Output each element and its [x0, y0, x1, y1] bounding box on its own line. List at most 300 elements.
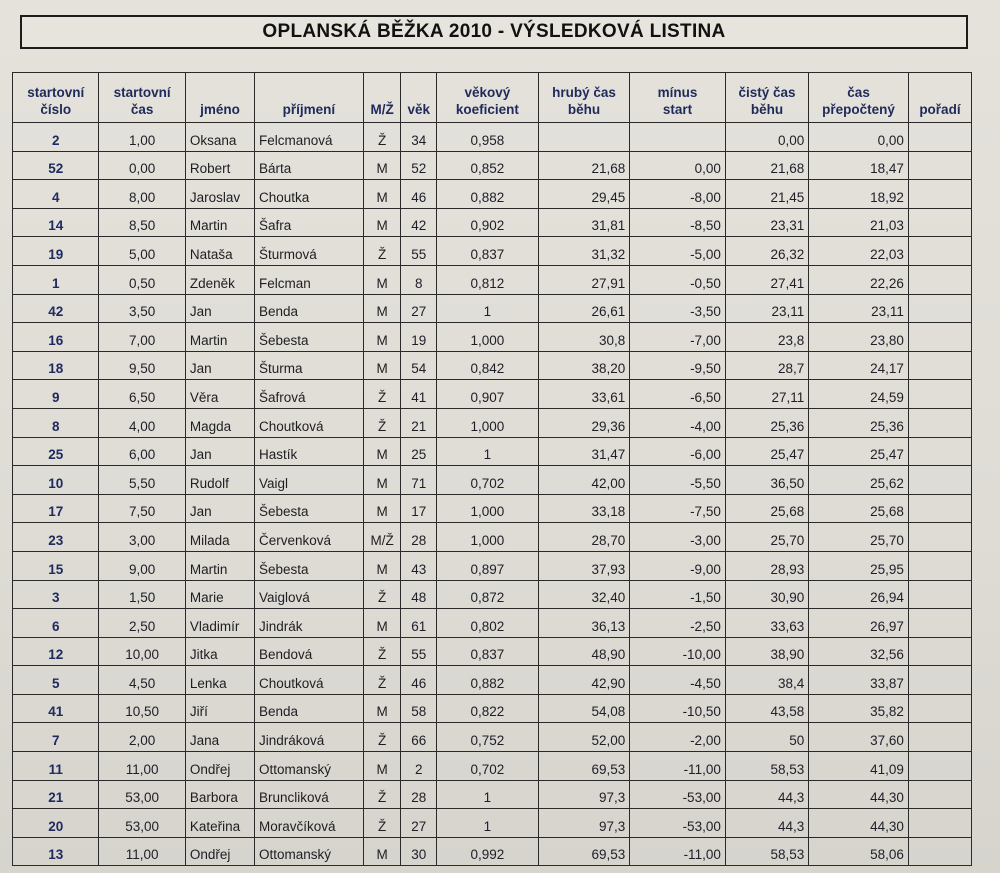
cell-net-time: 23,11: [725, 294, 808, 323]
cell-age: 21: [401, 408, 437, 437]
cell-gross-time: 29,36: [538, 408, 630, 437]
table-row: [13, 494, 972, 523]
cell-start-number: 4: [13, 180, 99, 209]
table-row: [13, 123, 972, 152]
cell-age-coef: 0,852: [437, 151, 539, 180]
cell-age-coef: 0,752: [437, 723, 539, 752]
header-row: [13, 73, 972, 123]
cell-last-name: Choutková: [255, 408, 364, 437]
cell-age-coef: 0,958: [437, 123, 539, 152]
header-age-coef-line1: věkový: [464, 85, 511, 100]
header-net-time-line1: čistý čas: [738, 85, 796, 100]
header-start-time: [99, 73, 185, 123]
cell-net-time: 33,63: [725, 609, 808, 638]
cell-start-number: 42: [13, 294, 99, 323]
cell-start-number: 15: [13, 551, 99, 580]
cell-last-name: Vaiglová: [255, 580, 364, 609]
cell-last-name: Šafrová: [255, 380, 364, 409]
cell-gross-time: 31,47: [538, 437, 630, 466]
cell-first-name: Věra: [185, 380, 254, 409]
cell-sex: Ž: [363, 666, 401, 695]
cell-last-name: Šafra: [255, 208, 364, 237]
header-net-time-line2: běhu: [750, 102, 784, 117]
cell-sex: Ž: [363, 380, 401, 409]
cell-gross-time: 37,93: [538, 551, 630, 580]
cell-last-name: Vaigl: [255, 466, 364, 495]
header-converted-time-line1: čas: [847, 85, 870, 100]
cell-start-time: 53,00: [99, 780, 185, 809]
cell-first-name: Jana: [185, 723, 254, 752]
cell-age: 8: [401, 265, 437, 294]
cell-rank: [908, 208, 971, 237]
cell-start-number: 8: [13, 408, 99, 437]
cell-last-name: Benda: [255, 694, 364, 723]
cell-sex: Ž: [363, 237, 401, 266]
cell-start-time: 6,00: [99, 437, 185, 466]
cell-age-coef: 0,837: [437, 637, 539, 666]
table-row: [13, 408, 972, 437]
cell-rank: [908, 752, 971, 781]
cell-rank: [908, 237, 971, 266]
table-row: [13, 437, 972, 466]
cell-gross-time: 97,3: [538, 809, 630, 838]
cell-start-time: 1,00: [99, 123, 185, 152]
cell-sex: Ž: [363, 780, 401, 809]
cell-gross-time: 32,40: [538, 580, 630, 609]
header-first-name: [185, 73, 254, 123]
cell-converted-time: 23,80: [809, 323, 909, 352]
cell-net-time: 30,90: [725, 580, 808, 609]
cell-first-name: Vladimír: [185, 609, 254, 638]
cell-start-time: 3,50: [99, 294, 185, 323]
header-gross-time-line2: běhu: [567, 102, 601, 117]
cell-net-time: 58,53: [725, 837, 808, 866]
cell-age: 42: [401, 208, 437, 237]
cell-converted-time: 33,87: [809, 666, 909, 695]
cell-first-name: Ondřej: [185, 752, 254, 781]
header-start-number: [13, 73, 99, 123]
table-row: [13, 351, 972, 380]
cell-converted-time: 25,70: [809, 523, 909, 552]
cell-age-coef: 0,837: [437, 237, 539, 266]
cell-age: 46: [401, 180, 437, 209]
cell-minus-start: -1,50: [630, 580, 726, 609]
cell-start-number: 19: [13, 237, 99, 266]
cell-converted-time: 44,30: [809, 780, 909, 809]
table-row: [13, 694, 972, 723]
cell-first-name: Martin: [185, 551, 254, 580]
table-row: [13, 180, 972, 209]
cell-converted-time: 0,00: [809, 123, 909, 152]
cell-start-time: 11,00: [99, 837, 185, 866]
cell-rank: [908, 580, 971, 609]
cell-age-coef: 1: [437, 780, 539, 809]
cell-rank: [908, 609, 971, 638]
cell-last-name: Šebesta: [255, 551, 364, 580]
cell-first-name: Oksana: [185, 123, 254, 152]
cell-minus-start: -10,00: [630, 637, 726, 666]
cell-start-number: 52: [13, 151, 99, 180]
cell-start-number: 20: [13, 809, 99, 838]
cell-first-name: Ondřej: [185, 837, 254, 866]
cell-first-name: Jaroslav: [185, 180, 254, 209]
cell-net-time: 38,4: [725, 666, 808, 695]
cell-start-time: 6,50: [99, 380, 185, 409]
cell-start-number: 41: [13, 694, 99, 723]
cell-minus-start: -11,00: [630, 837, 726, 866]
cell-sex: M: [363, 551, 401, 580]
cell-sex: M: [363, 494, 401, 523]
table-row: [13, 551, 972, 580]
header-age-coef-line2: koeficient: [455, 102, 519, 117]
header-gross-time-line1: hrubý čas: [552, 85, 616, 100]
cell-age: 28: [401, 523, 437, 552]
cell-start-time: 9,50: [99, 351, 185, 380]
cell-first-name: Milada: [185, 523, 254, 552]
table-row: [13, 380, 972, 409]
cell-start-number: 9: [13, 380, 99, 409]
cell-age: 52: [401, 151, 437, 180]
cell-start-number: 17: [13, 494, 99, 523]
cell-age-coef: 0,872: [437, 580, 539, 609]
cell-minus-start: -7,50: [630, 494, 726, 523]
cell-start-time: 10,50: [99, 694, 185, 723]
cell-start-number: 7: [13, 723, 99, 752]
cell-rank: [908, 837, 971, 866]
cell-last-name: Felcmanová: [255, 123, 364, 152]
cell-minus-start: -6,00: [630, 437, 726, 466]
cell-start-time: 7,50: [99, 494, 185, 523]
cell-sex: Ž: [363, 723, 401, 752]
cell-sex: M: [363, 323, 401, 352]
cell-age: 19: [401, 323, 437, 352]
cell-last-name: Choutková: [255, 666, 364, 695]
cell-minus-start: -9,50: [630, 351, 726, 380]
cell-minus-start: -11,00: [630, 752, 726, 781]
cell-converted-time: 41,09: [809, 752, 909, 781]
cell-age-coef: 1,000: [437, 494, 539, 523]
header-last-name-label: příjmení: [282, 102, 336, 117]
cell-first-name: Barbora: [185, 780, 254, 809]
cell-gross-time: 97,3: [538, 780, 630, 809]
cell-rank: [908, 694, 971, 723]
cell-sex: Ž: [363, 123, 401, 152]
header-start-time-line2: čas: [130, 102, 154, 117]
header-converted-time-line2: přepočtený: [822, 102, 895, 117]
cell-age-coef: 1,000: [437, 523, 539, 552]
cell-start-time: 5,00: [99, 237, 185, 266]
cell-start-number: 10: [13, 466, 99, 495]
cell-age: 17: [401, 494, 437, 523]
cell-minus-start: -9,00: [630, 551, 726, 580]
header-minus-start: [630, 73, 726, 123]
cell-start-number: 1: [13, 265, 99, 294]
cell-minus-start: -8,50: [630, 208, 726, 237]
table-row: [13, 837, 972, 866]
cell-start-time: 8,00: [99, 180, 185, 209]
cell-sex: M: [363, 208, 401, 237]
cell-converted-time: 25,95: [809, 551, 909, 580]
cell-gross-time: 69,53: [538, 837, 630, 866]
table-row: [13, 752, 972, 781]
cell-converted-time: 25,68: [809, 494, 909, 523]
cell-sex: M: [363, 752, 401, 781]
cell-converted-time: 35,82: [809, 694, 909, 723]
cell-converted-time: 25,47: [809, 437, 909, 466]
cell-age: 2: [401, 752, 437, 781]
header-converted-time: [809, 73, 909, 123]
table-row: [13, 237, 972, 266]
table-row: [13, 723, 972, 752]
table-row: [13, 580, 972, 609]
cell-age: 66: [401, 723, 437, 752]
cell-converted-time: 25,36: [809, 408, 909, 437]
cell-age-coef: 1,000: [437, 323, 539, 352]
table-row: [13, 208, 972, 237]
cell-first-name: Nataša: [185, 237, 254, 266]
table-row: [13, 523, 972, 552]
cell-converted-time: 58,06: [809, 837, 909, 866]
cell-rank: [908, 523, 971, 552]
cell-net-time: 25,68: [725, 494, 808, 523]
cell-age-coef: 0,897: [437, 551, 539, 580]
header-age: [401, 73, 437, 123]
cell-gross-time: 54,08: [538, 694, 630, 723]
table-row: [13, 609, 972, 638]
cell-converted-time: 26,97: [809, 609, 909, 638]
cell-gross-time: 52,00: [538, 723, 630, 752]
cell-age: 46: [401, 666, 437, 695]
cell-minus-start: -5,00: [630, 237, 726, 266]
cell-net-time: 28,7: [725, 351, 808, 380]
cell-age: 34: [401, 123, 437, 152]
cell-sex: M: [363, 466, 401, 495]
cell-start-time: 10,00: [99, 637, 185, 666]
cell-gross-time: 36,13: [538, 609, 630, 638]
cell-net-time: 23,31: [725, 208, 808, 237]
cell-sex: M: [363, 180, 401, 209]
cell-net-time: 50: [725, 723, 808, 752]
cell-gross-time: 42,00: [538, 466, 630, 495]
table-row: [13, 323, 972, 352]
header-minus-start-line1: mínus: [657, 85, 698, 100]
cell-minus-start: -8,00: [630, 180, 726, 209]
cell-converted-time: 25,62: [809, 466, 909, 495]
cell-age-coef: 1,000: [437, 408, 539, 437]
cell-rank: [908, 323, 971, 352]
header-first-name-label: jméno: [200, 102, 240, 117]
cell-age: 43: [401, 551, 437, 580]
cell-minus-start: -10,50: [630, 694, 726, 723]
cell-age: 55: [401, 237, 437, 266]
cell-last-name: Jindráková: [255, 723, 364, 752]
cell-start-time: 0,00: [99, 151, 185, 180]
cell-age-coef: 0,822: [437, 694, 539, 723]
cell-first-name: Jan: [185, 294, 254, 323]
header-net-time: [725, 73, 808, 123]
cell-start-time: 2,50: [99, 609, 185, 638]
cell-age: 30: [401, 837, 437, 866]
cell-gross-time: 38,20: [538, 351, 630, 380]
cell-gross-time: 30,8: [538, 323, 630, 352]
cell-converted-time: 26,94: [809, 580, 909, 609]
cell-sex: Ž: [363, 408, 401, 437]
cell-minus-start: -3,50: [630, 294, 726, 323]
table-row: [13, 265, 972, 294]
cell-net-time: 23,8: [725, 323, 808, 352]
cell-rank: [908, 723, 971, 752]
cell-converted-time: 44,30: [809, 809, 909, 838]
cell-net-time: 25,70: [725, 523, 808, 552]
cell-minus-start: -53,00: [630, 809, 726, 838]
cell-last-name: Moravčíková: [255, 809, 364, 838]
cell-net-time: 36,50: [725, 466, 808, 495]
title-box: [20, 15, 968, 49]
cell-last-name: Ottomanský: [255, 752, 364, 781]
cell-age-coef: 0,882: [437, 180, 539, 209]
cell-start-number: 6: [13, 609, 99, 638]
cell-net-time: 26,32: [725, 237, 808, 266]
cell-start-time: 53,00: [99, 809, 185, 838]
cell-start-number: 14: [13, 208, 99, 237]
cell-start-number: 16: [13, 323, 99, 352]
cell-age-coef: 1: [437, 294, 539, 323]
cell-last-name: Červenková: [255, 523, 364, 552]
header-start-number-line1: startovní: [27, 85, 85, 100]
cell-sex: M: [363, 151, 401, 180]
header-sex: [363, 73, 401, 123]
cell-start-time: 4,00: [99, 408, 185, 437]
cell-sex: M: [363, 265, 401, 294]
cell-start-number: 18: [13, 351, 99, 380]
cell-sex: Ž: [363, 809, 401, 838]
cell-converted-time: 24,17: [809, 351, 909, 380]
cell-first-name: Martin: [185, 323, 254, 352]
results-body: [13, 123, 972, 866]
cell-start-time: 7,00: [99, 323, 185, 352]
cell-age: 55: [401, 637, 437, 666]
cell-net-time: 38,90: [725, 637, 808, 666]
cell-rank: [908, 123, 971, 152]
cell-minus-start: -2,00: [630, 723, 726, 752]
header-rank-label: pořadí: [919, 102, 961, 117]
cell-last-name: Jindrák: [255, 609, 364, 638]
cell-start-number: 5: [13, 666, 99, 695]
cell-start-time: 0,50: [99, 265, 185, 294]
cell-age: 48: [401, 580, 437, 609]
cell-rank: [908, 809, 971, 838]
cell-start-time: 2,00: [99, 723, 185, 752]
cell-rank: [908, 466, 971, 495]
cell-converted-time: 32,56: [809, 637, 909, 666]
cell-minus-start: -4,00: [630, 408, 726, 437]
cell-first-name: Marie: [185, 580, 254, 609]
cell-age-coef: 1: [437, 437, 539, 466]
cell-start-number: 3: [13, 580, 99, 609]
cell-age: 27: [401, 809, 437, 838]
cell-age-coef: 0,842: [437, 351, 539, 380]
table-row: [13, 294, 972, 323]
cell-start-time: 4,50: [99, 666, 185, 695]
cell-age-coef: 1: [437, 809, 539, 838]
cell-age: 28: [401, 780, 437, 809]
table-row: [13, 666, 972, 695]
cell-net-time: 44,3: [725, 809, 808, 838]
cell-age: 41: [401, 380, 437, 409]
cell-converted-time: 23,11: [809, 294, 909, 323]
cell-minus-start: -3,00: [630, 523, 726, 552]
cell-rank: [908, 151, 971, 180]
table-row: [13, 809, 972, 838]
cell-start-number: 12: [13, 637, 99, 666]
cell-minus-start: 0,00: [630, 151, 726, 180]
cell-last-name: Felcman: [255, 265, 364, 294]
cell-last-name: Choutka: [255, 180, 364, 209]
cell-sex: Ž: [363, 637, 401, 666]
cell-net-time: 0,00: [725, 123, 808, 152]
cell-first-name: Magda: [185, 408, 254, 437]
cell-age: 61: [401, 609, 437, 638]
cell-age-coef: 0,812: [437, 265, 539, 294]
header-start-number-line2: číslo: [40, 102, 72, 117]
cell-converted-time: 18,92: [809, 180, 909, 209]
cell-gross-time: 27,91: [538, 265, 630, 294]
cell-rank: [908, 666, 971, 695]
cell-rank: [908, 637, 971, 666]
cell-start-number: 23: [13, 523, 99, 552]
cell-first-name: Jan: [185, 494, 254, 523]
cell-age: 25: [401, 437, 437, 466]
header-age-coef: [437, 73, 539, 123]
cell-rank: [908, 780, 971, 809]
cell-start-number: 13: [13, 837, 99, 866]
cell-sex: M/Ž: [363, 523, 401, 552]
cell-start-number: 2: [13, 123, 99, 152]
cell-converted-time: 22,03: [809, 237, 909, 266]
cell-gross-time: 33,18: [538, 494, 630, 523]
cell-gross-time: 29,45: [538, 180, 630, 209]
cell-age: 27: [401, 294, 437, 323]
cell-net-time: 21,45: [725, 180, 808, 209]
cell-start-time: 8,50: [99, 208, 185, 237]
cell-first-name: Jan: [185, 351, 254, 380]
cell-start-number: 21: [13, 780, 99, 809]
cell-last-name: Bruncliková: [255, 780, 364, 809]
cell-age-coef: 0,802: [437, 609, 539, 638]
cell-age-coef: 0,702: [437, 466, 539, 495]
cell-rank: [908, 351, 971, 380]
cell-first-name: Lenka: [185, 666, 254, 695]
cell-first-name: Robert: [185, 151, 254, 180]
cell-last-name: Hastík: [255, 437, 364, 466]
cell-start-number: 25: [13, 437, 99, 466]
cell-age-coef: 0,902: [437, 208, 539, 237]
cell-rank: [908, 380, 971, 409]
cell-minus-start: -53,00: [630, 780, 726, 809]
header-last-name: [255, 73, 364, 123]
cell-converted-time: 22,26: [809, 265, 909, 294]
cell-sex: M: [363, 694, 401, 723]
header-start-time-line1: startovní: [113, 85, 171, 100]
header-age-label: věk: [407, 102, 431, 117]
cell-sex: M: [363, 351, 401, 380]
cell-start-number: 11: [13, 752, 99, 781]
cell-age-coef: 0,702: [437, 752, 539, 781]
table-row: [13, 780, 972, 809]
cell-rank: [908, 265, 971, 294]
cell-gross-time: 33,61: [538, 380, 630, 409]
results-table: [12, 72, 972, 866]
